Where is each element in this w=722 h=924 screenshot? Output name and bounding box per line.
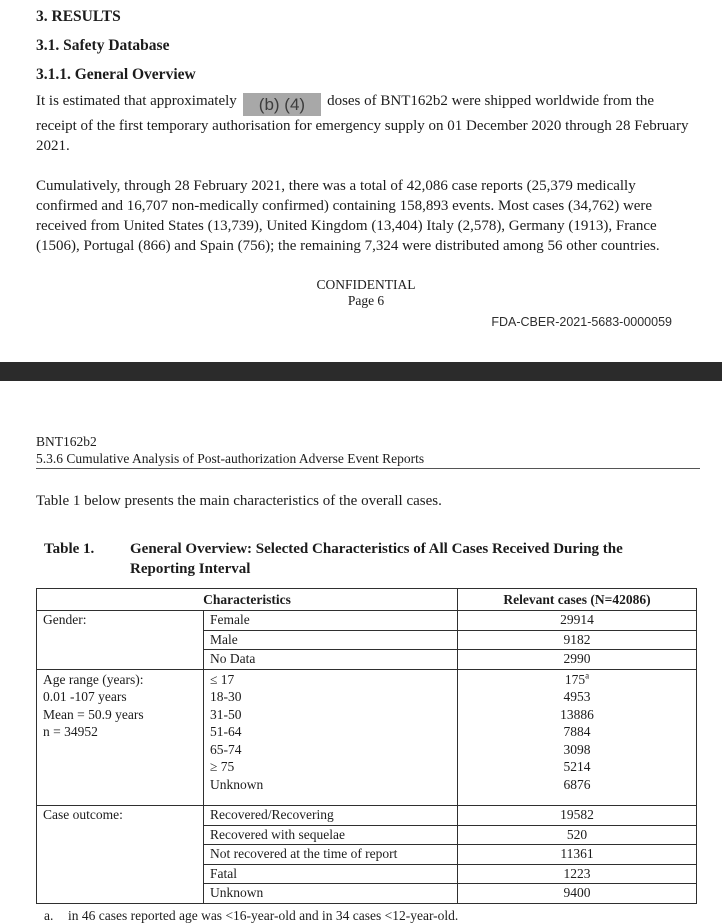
outcome-category-cell: Recovered/Recovering: [204, 806, 458, 826]
age-categories-cell: ≤ 17 18-30 31-50 51-64 65-74 ≥ 75 Unknown: [204, 669, 458, 806]
outcome-category-cell: Recovered with sequelae: [204, 825, 458, 845]
table-footnote: [36, 907, 696, 924]
gender-category-cell: Male: [204, 630, 458, 650]
outcome-value-cell: 11361: [458, 845, 697, 865]
page-6-content: [0, 0, 722, 329]
table-caption-label: Table 1.: [44, 541, 95, 557]
outcome-category-cell: Not recovered at the time of report: [204, 845, 458, 865]
page-number: Page 6: [347, 293, 385, 308]
page-footer: [36, 277, 696, 309]
outcome-category-cell: Unknown: [204, 884, 458, 904]
outcome-value-cell: 9400: [458, 884, 697, 904]
column-header-characteristics: Characteristics: [37, 589, 458, 611]
running-header-report-title: 5.3.6 Cumulative Analysis of Post-authorization Adverse Event Reports: [36, 451, 425, 466]
outcome-value-cell: 1223: [458, 864, 697, 884]
table-row-age-range: [37, 669, 697, 806]
confidential-label: CONFIDENTIAL: [316, 277, 416, 292]
table-caption-text: General Overview: Selected Characteristics of All Cases Received During the Reporting Interval: [130, 541, 623, 577]
footnote-text: in 46 cases reported age was <16-year-old and in 34 cases <12-year-old.: [68, 907, 459, 923]
table-intro-paragraph: Table 1 below presents the main characteristics of the overall cases.: [36, 493, 442, 509]
outcome-label-cell: Case outcome:: [37, 806, 204, 904]
paragraph-text-before-redaction: It is estimated that approximately: [36, 93, 237, 109]
age-label-cell: Age range (years): 0.01 -107 years Mean = 50.9 years n = 34952: [37, 669, 204, 806]
gender-value-cell: 2990: [458, 650, 697, 670]
table-row: [37, 611, 697, 631]
page-7-content: [0, 433, 722, 924]
redaction-box: (b) (4): [243, 93, 321, 116]
heading-safety-database: 3.1. Safety Database: [36, 37, 170, 54]
fda-reference-number: FDA-CBER-2021-5683-0000059: [491, 315, 672, 329]
outcome-value-cell: 19582: [458, 806, 697, 826]
gender-category-cell: No Data: [204, 650, 458, 670]
table-row: [37, 806, 697, 826]
age-values-cell: 175$^a$ 4953 13886 7884 3098 5214 6876: [458, 669, 697, 806]
paragraph-cumulative-cases: Cumulatively, through 28 February 2021, there was a total of 42,086 case reports (25,379 medically confirmed and 16,707 non-medically confirmed) containing 158,893 events. Most cases (34,762) were received from United States (13,739), United Kingdom (13,404) Italy (2,578), Germany (1913), France (1506), Portugal (866) and Spain (756); the remaining 7,324 were distributed among 56 other countries.: [36, 178, 660, 254]
page-separator-bar: [0, 362, 722, 381]
table-general-overview: [36, 588, 697, 904]
gender-label-cell: Gender:: [37, 611, 204, 670]
heading-general-overview: 3.1.1. General Overview: [36, 66, 196, 83]
footnote-marker-superscript: a: [585, 670, 590, 680]
heading-results: 3. RESULTS: [36, 8, 121, 25]
outcome-value-cell: 520: [458, 825, 697, 845]
table-caption: [36, 539, 696, 579]
running-header: [36, 433, 700, 469]
column-header-relevant-cases: Relevant cases (N=42086): [458, 589, 697, 611]
paragraph-text-after-redaction: doses of BNT162b2 were shipped worldwide from the receipt of the first temporary authorisation for emergency supply on 01 December 2020 through 28 February 2021.: [36, 93, 689, 154]
table-header-row: [37, 589, 697, 611]
paragraph-doses-shipped: [36, 91, 696, 156]
gender-value-cell: 9182: [458, 630, 697, 650]
outcome-category-cell: Fatal: [204, 864, 458, 884]
running-header-product: BNT162b2: [36, 434, 97, 449]
footnote-marker: a.: [44, 907, 54, 923]
gender-category-cell: Female: [204, 611, 458, 631]
gender-value-cell: 29914: [458, 611, 697, 631]
